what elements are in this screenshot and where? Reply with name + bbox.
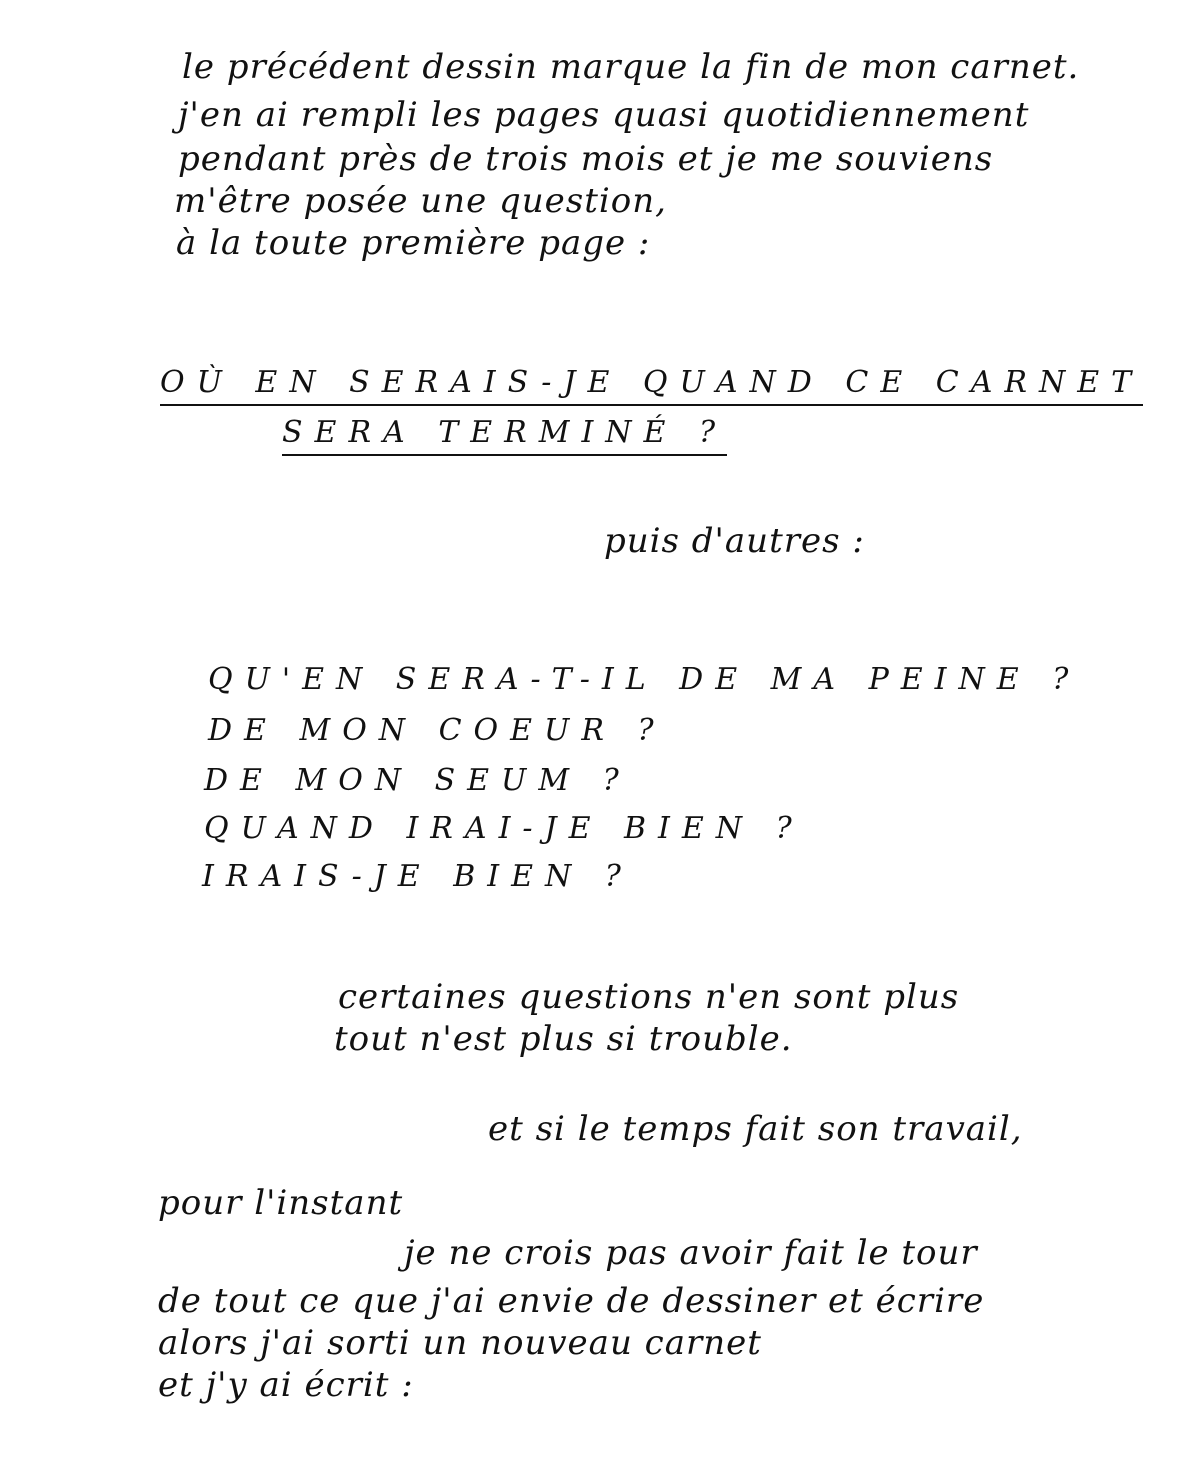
main-question-line-2: SERA TERMINÉ ?	[282, 418, 727, 456]
question-3: DE MON SEUM ?	[204, 763, 631, 798]
question-1: QU'EN SERA-T-IL DE MA PEINE ?	[208, 662, 1081, 697]
time-line: et si le temps fait son travail,	[488, 1109, 1023, 1149]
question-4: QUAND IRAI-JE BIEN ?	[204, 811, 804, 846]
closing-line-4: et j'y ai écrit :	[158, 1365, 414, 1405]
question-5: IRAIS-JE BIEN ?	[202, 859, 633, 894]
intro-line-4: m'être posée une question,	[174, 181, 667, 221]
main-question-line-1: OÙ EN SERAIS-JE QUAND CE CARNET	[160, 368, 1143, 406]
intro-line-5: à la toute première page :	[176, 223, 651, 263]
intro-line-1: le précédent dessin marque la fin de mon carnet.	[182, 47, 1080, 87]
for-now-text: pour l'instant	[158, 1183, 404, 1223]
question-2: DE MON COEUR ?	[208, 713, 666, 748]
reflection-line-1: certaines questions n'en sont plus	[338, 977, 960, 1017]
intro-line-2: j'en ai rempli les pages quasi quotidiennement	[178, 95, 1030, 135]
transition-text: puis d'autres :	[604, 521, 865, 561]
intro-line-3: pendant près de trois mois et je me souviens	[178, 139, 994, 179]
closing-line-1: je ne crois pas avoir fait le tour	[404, 1233, 978, 1273]
reflection-line-2: tout n'est plus si trouble.	[334, 1019, 793, 1059]
closing-line-3: alors j'ai sorti un nouveau carnet	[158, 1323, 762, 1363]
closing-line-2: de tout ce que j'ai envie de dessiner et écrire	[158, 1281, 985, 1321]
